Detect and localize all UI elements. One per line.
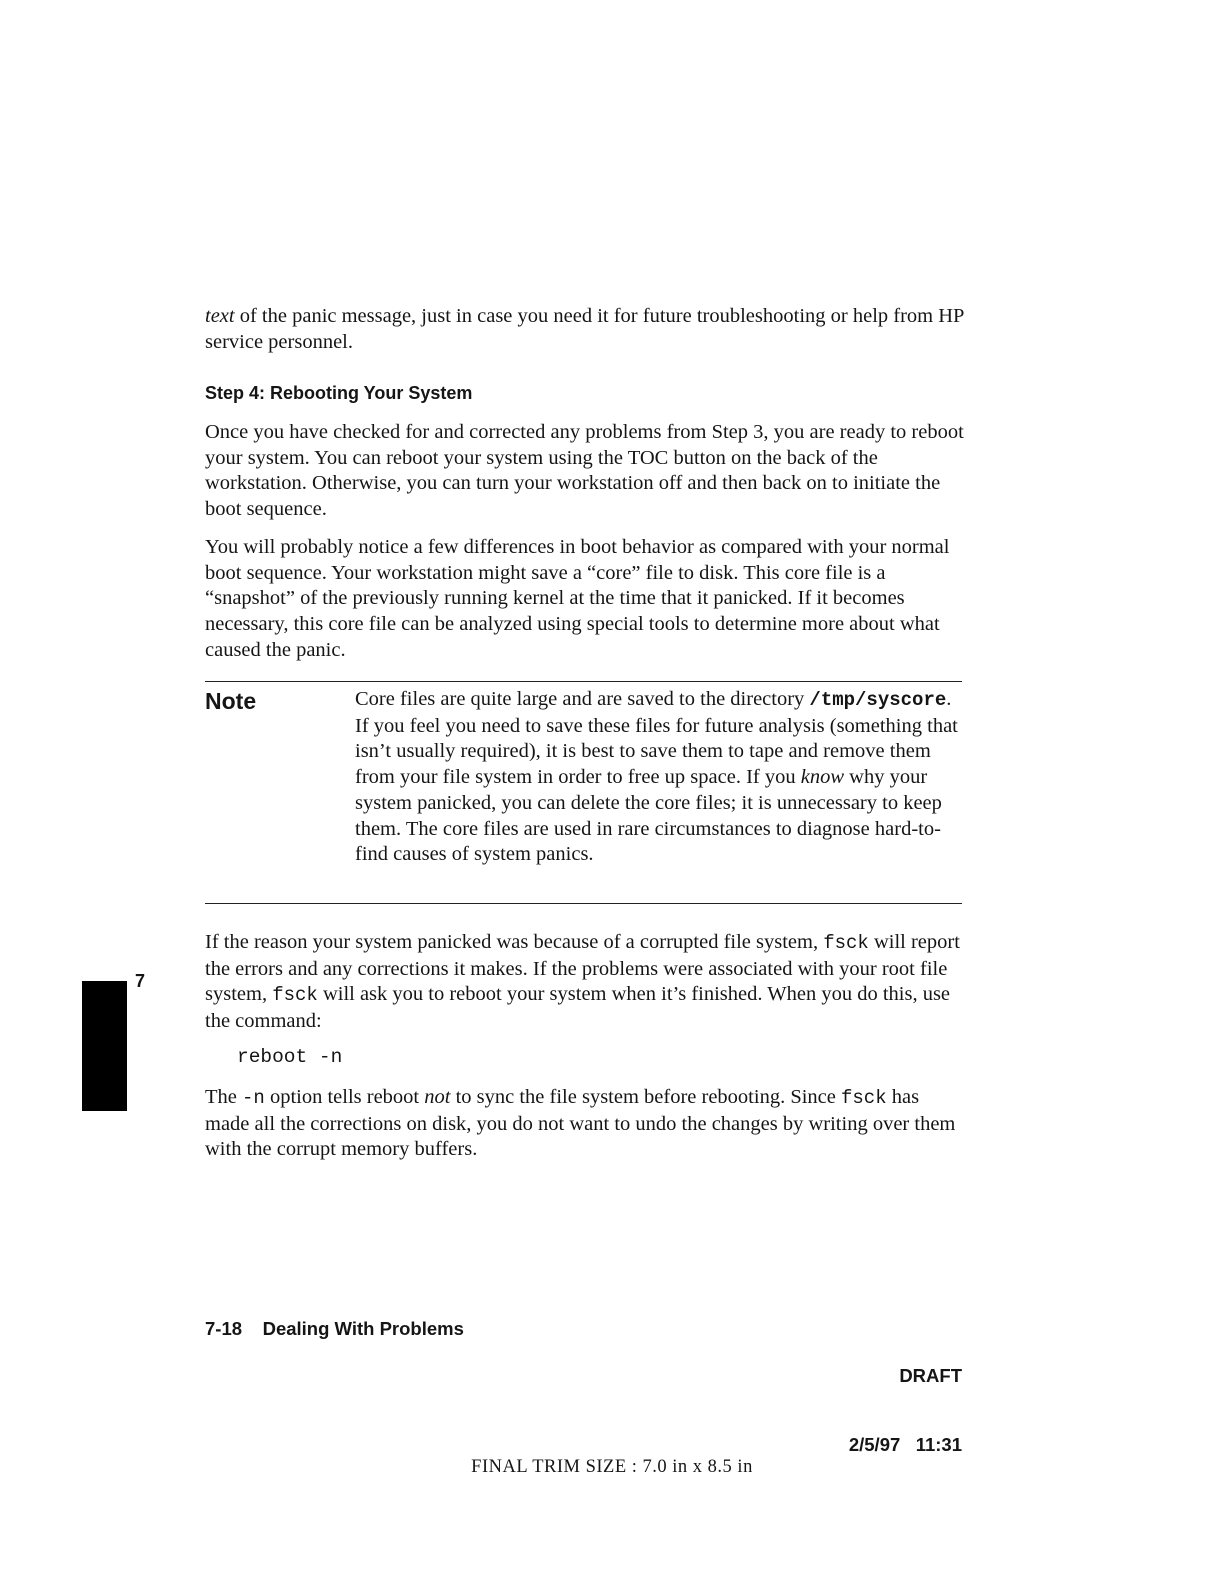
option-text-part4: has made all the corrections on disk, you do not want to undo the changes by writing over them with the corrupt memory buffers. <box>205 1086 956 1161</box>
chapter-tab-marker <box>82 981 127 1111</box>
note-body <box>355 687 965 868</box>
footer-left <box>205 1318 464 1340</box>
reboot-text: Once you have checked for and corrected any problems from Step 3, you are ready to reboot your system. You can reboot your system using the TOC button on the back of the workstation. Otherwise, you can turn your workstation off and then back on to initiate the boot sequence. <box>205 421 964 521</box>
fsck-command-3: fsck <box>841 1087 887 1109</box>
footer-date: 2/5/97 <box>848 1434 901 1455</box>
option-flag: -n <box>242 1087 265 1109</box>
option-text-part2: option tells reboot <box>264 1086 425 1108</box>
option-text-part3: to sync the file system before rebooting. Since <box>450 1086 841 1108</box>
note-text-part2: . If you feel you need to save these files for future analysis (something that isn’t usually required), it is best to save them to tape and remove them from your file system in order to free up space. If you <box>355 688 958 789</box>
option-paragraph <box>205 1085 965 1163</box>
footer-status: DRAFT <box>899 1365 962 1386</box>
fsck-command-2: fsck <box>272 984 318 1007</box>
note-text-part3: why your system panicked, you can delete the core files; it is unnecessary to keep them. The core files are used in rare circumstances to diagnose hard-to-find causes of system panics. <box>355 766 942 866</box>
fsck-text-part1: If the reason your system panicked was because of a corrupted file system, <box>205 931 824 953</box>
fsck-paragraph <box>205 930 965 1035</box>
option-emphasis: not <box>424 1086 451 1108</box>
boot-differences-paragraph <box>205 535 965 664</box>
fsck-text-part3: will ask you to reboot your system when it’s finished. When you do this, use the command: <box>205 983 951 1033</box>
section-heading: Step 4: Rebooting Your System <box>205 383 473 403</box>
note-bottom-rule <box>205 903 962 904</box>
footer-page-ref: 7-18 <box>205 1318 243 1339</box>
note-top-rule <box>205 681 962 682</box>
footer-datetime <box>849 1433 962 1456</box>
option-text-part1: The <box>205 1086 242 1108</box>
reboot-command: reboot -n <box>237 1046 343 1068</box>
intro-lead-italic: text <box>205 305 235 327</box>
fsck-command-1: fsck <box>823 932 869 954</box>
syscore-path: /tmp/syscore <box>809 689 947 711</box>
fsck-text-part2: will report the errors and any corrections it makes. If the problems were associated with your root file system, <box>205 931 960 1006</box>
chapter-tab-number: 7 <box>135 971 146 991</box>
footer-chapter-title: Dealing With Problems <box>262 1318 464 1339</box>
intro-text: of the panic message, just in case you need it for future troubleshooting or help from HP service personnel. <box>205 305 964 353</box>
note-emphasis: know <box>800 766 845 789</box>
note-label: Note <box>205 688 257 714</box>
note-text-part1: Core files are quite large and are saved to the directory <box>355 688 810 710</box>
intro-paragraph <box>205 304 965 355</box>
trim-size-note: FINAL TRIM SIZE : 7.0 in x 8.5 in <box>471 1457 753 1477</box>
footer-time: 11:31 <box>915 1434 962 1455</box>
boot-differences-text: You will probably notice a few differences in boot behavior as compared with your normal boot sequence. Your workstation might save a “core” file to disk. This core file is a “snapshot” of the previously running kernel at the time that it panicked. If it becomes necessary, this core file can be analyzed using special tools to determine more about what caused the panic. <box>205 536 950 661</box>
reboot-paragraph <box>205 420 965 523</box>
